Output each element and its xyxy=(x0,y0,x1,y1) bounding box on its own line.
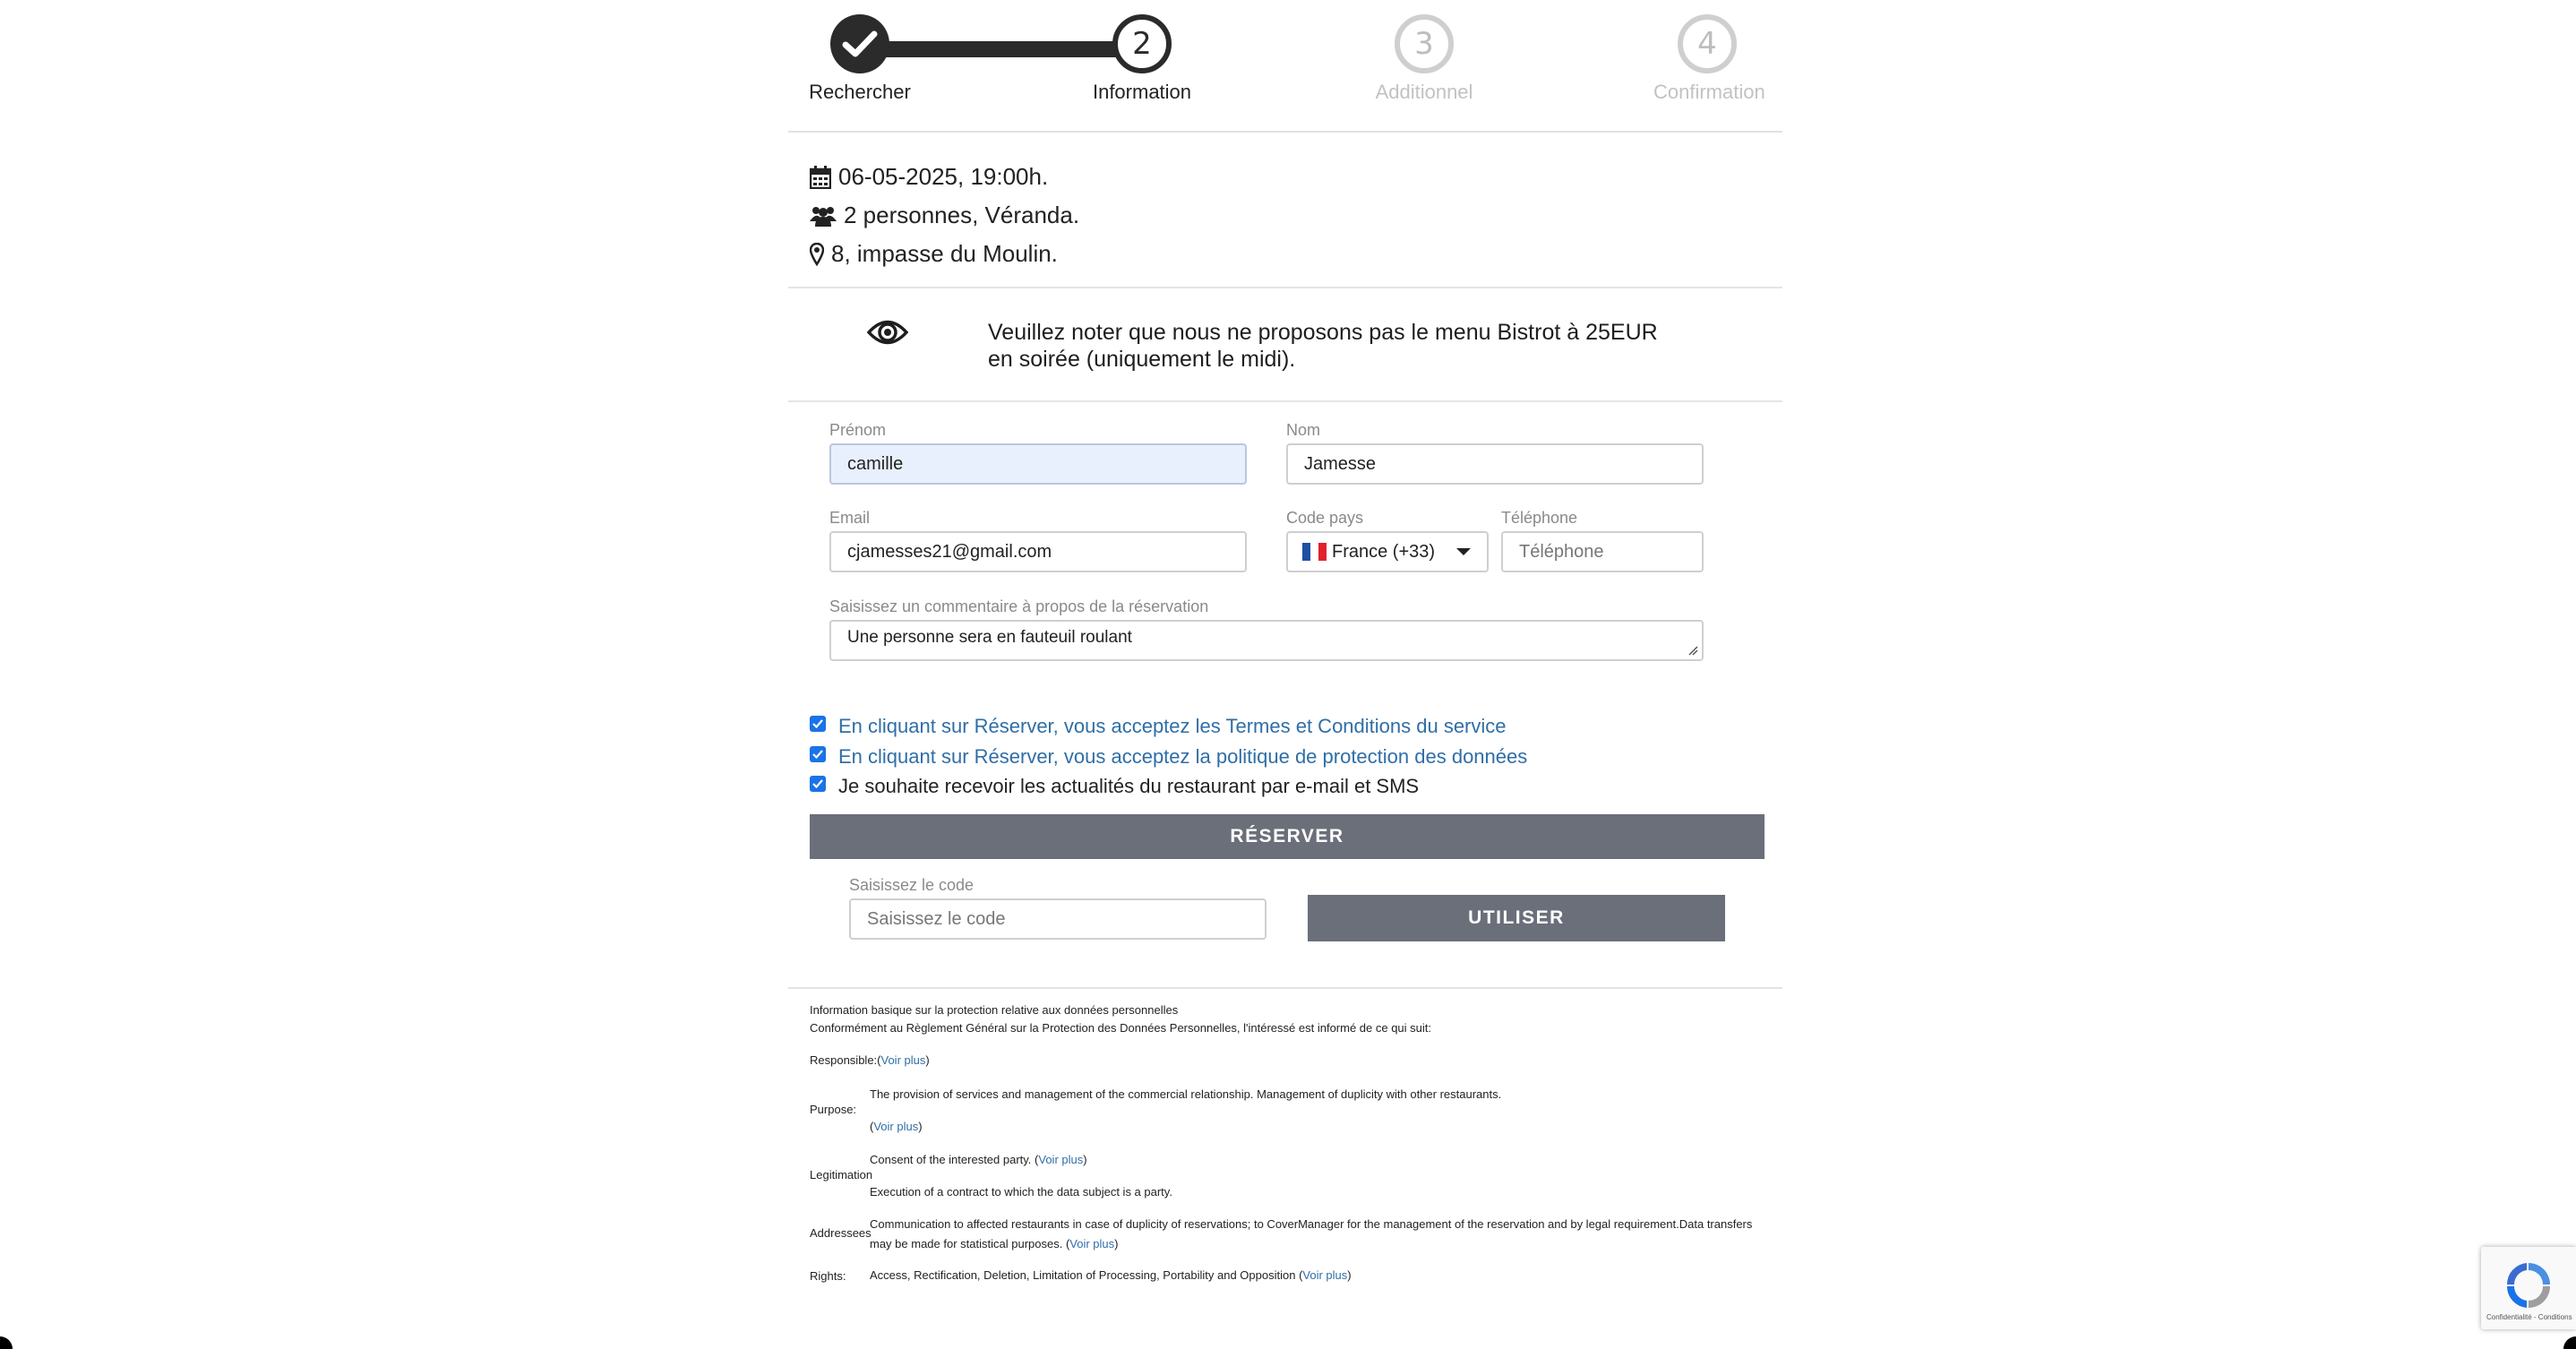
step-information xyxy=(1088,14,1196,104)
terms-checkbox[interactable] xyxy=(810,716,826,732)
step-additionnel xyxy=(1370,14,1478,104)
phone-label: Téléphone xyxy=(1501,509,1578,527)
comment-label: Saisissez un commentaire à propos de la réservation xyxy=(829,597,1209,615)
country-code-select[interactable] xyxy=(1286,531,1489,572)
summary-address-text: 8, impasse du Moulin. xyxy=(831,240,1058,267)
summary-address xyxy=(810,235,1079,273)
privacy-checkbox[interactable] xyxy=(810,746,826,762)
calendar-icon xyxy=(810,166,831,189)
summary-date xyxy=(810,158,1079,196)
progress-stepper xyxy=(788,0,1782,133)
eye-icon xyxy=(867,315,908,354)
recaptcha-badge[interactable] xyxy=(2481,1247,2576,1329)
comment-textarea[interactable] xyxy=(829,620,1704,661)
first-name-label: Prénom xyxy=(829,421,887,439)
country-code-value: France (+33) xyxy=(1332,541,1436,562)
newsletter-label: Je souhaite recevoir les actualités du restaurant par e-mail et SMS xyxy=(838,775,1420,797)
terms-checkbox-row[interactable] xyxy=(810,715,1507,738)
promo-code-label: Saisissez le code xyxy=(849,876,975,894)
addressees-more-link[interactable]: Voir plus xyxy=(1069,1237,1115,1250)
newsletter-checkbox-row[interactable] xyxy=(810,775,1419,798)
first-name-input[interactable] xyxy=(829,443,1247,485)
privacy-policy-link[interactable]: En cliquant sur Réserver, vous acceptez la politique de protection des données xyxy=(838,745,1528,768)
addressees-text: Communication to affected restaurants in case of duplicity of reservations; to CoverManager for the management of the reservation and by legal requirement.Data transfers may be made for statistical purposes. (Voir plus) xyxy=(870,1217,1753,1250)
step-label: Additionnel xyxy=(1375,81,1473,103)
legitimation-label: Legitimation xyxy=(810,1168,873,1181)
last-name-input[interactable] xyxy=(1286,443,1704,485)
comment-group xyxy=(829,597,1704,661)
step-rechercher[interactable] xyxy=(806,14,914,104)
last-name-label: Nom xyxy=(1286,421,1321,439)
email-group xyxy=(829,509,1247,572)
resize-handle-icon[interactable] xyxy=(1687,645,1698,656)
summary-date-text: 06-05-2025, 19:00h. xyxy=(838,163,1049,190)
responsible-label: Responsible: xyxy=(810,1053,878,1067)
map-marker-icon xyxy=(810,243,824,266)
recaptcha-footer[interactable]: Confidentialité - Conditions xyxy=(2486,1313,2572,1321)
step-number: 4 xyxy=(1678,14,1737,73)
phone-group xyxy=(1501,509,1704,572)
privacy-intro: Conformément au Règlement Général sur la Protection des Données Personnelles, l'intéressé est informé de ce qui suit: xyxy=(810,1021,1432,1035)
responsible-more-link[interactable]: Voir plus xyxy=(880,1053,926,1067)
email-label: Email xyxy=(829,509,871,527)
check-icon xyxy=(830,14,889,73)
terms-link[interactable]: En cliquant sur Réserver, vous acceptez les Termes et Conditions du service xyxy=(838,715,1507,737)
privacy-info xyxy=(810,1001,1431,1037)
divider xyxy=(788,400,1782,402)
purpose-label: Purpose: xyxy=(810,1103,857,1116)
divider xyxy=(788,287,1782,288)
step-confirmation xyxy=(1653,14,1765,104)
privacy-checkbox-row[interactable] xyxy=(810,745,1527,769)
addressees-label: Addressees xyxy=(810,1226,872,1240)
apply-code-button[interactable]: UTILISER xyxy=(1308,895,1725,941)
last-name-group xyxy=(1286,421,1704,485)
divider xyxy=(788,987,1782,989)
chevron-down-icon xyxy=(1456,548,1471,555)
country-code-label: Code pays xyxy=(1286,509,1364,527)
newsletter-checkbox[interactable] xyxy=(810,776,826,792)
rights-more-link[interactable]: Voir plus xyxy=(1302,1268,1348,1282)
france-flag-icon xyxy=(1302,543,1327,561)
country-code-group xyxy=(1286,509,1489,572)
purpose-text: The provision of services and management of the commercial relationship. Management of duplicity with other restaurants. (Voir plus) xyxy=(870,1087,1502,1133)
summary-people xyxy=(810,196,1079,235)
summary-people-text: 2 personnes, Véranda. xyxy=(844,202,1080,228)
booking-summary xyxy=(810,158,1079,273)
step-label: Confirmation xyxy=(1653,81,1765,103)
reserve-button[interactable]: RÉSERVER xyxy=(810,814,1765,859)
step-number: 3 xyxy=(1395,14,1454,73)
email-input[interactable] xyxy=(829,531,1247,572)
promo-code-input[interactable] xyxy=(849,898,1267,940)
first-name-group xyxy=(829,421,1247,485)
promo-code-group xyxy=(849,876,1267,940)
purpose-more-link[interactable]: Voir plus xyxy=(873,1120,919,1133)
recaptcha-icon xyxy=(2501,1259,2556,1311)
legitimation-text: Consent of the interested party. (Voir plus) Execution of a contract to which the data subject is a party. xyxy=(870,1153,1172,1199)
users-icon xyxy=(810,205,837,227)
privacy-title: Information basique sur la protection relative aux données personnelles xyxy=(810,1003,1179,1017)
rights-label: Rights: xyxy=(810,1269,846,1283)
step-label: Rechercher xyxy=(809,81,911,103)
step-label: Information xyxy=(1092,81,1192,103)
window-bottom-edge xyxy=(0,1336,2576,1349)
rights-text: Access, Rectification, Deletion, Limitation of Processing, Portability and Opposition (Voir plus) xyxy=(870,1268,1352,1282)
privacy-responsible: Responsible:(Voir plus) xyxy=(810,1053,930,1067)
legitimation-more-link[interactable]: Voir plus xyxy=(1038,1153,1084,1166)
step-number: 2 xyxy=(1112,14,1172,73)
menu-notice: Veuillez noter que nous ne proposons pas le menu Bistrot à 25EUR en soirée (uniquement le midi). xyxy=(988,320,1658,372)
phone-input[interactable] xyxy=(1501,531,1704,572)
